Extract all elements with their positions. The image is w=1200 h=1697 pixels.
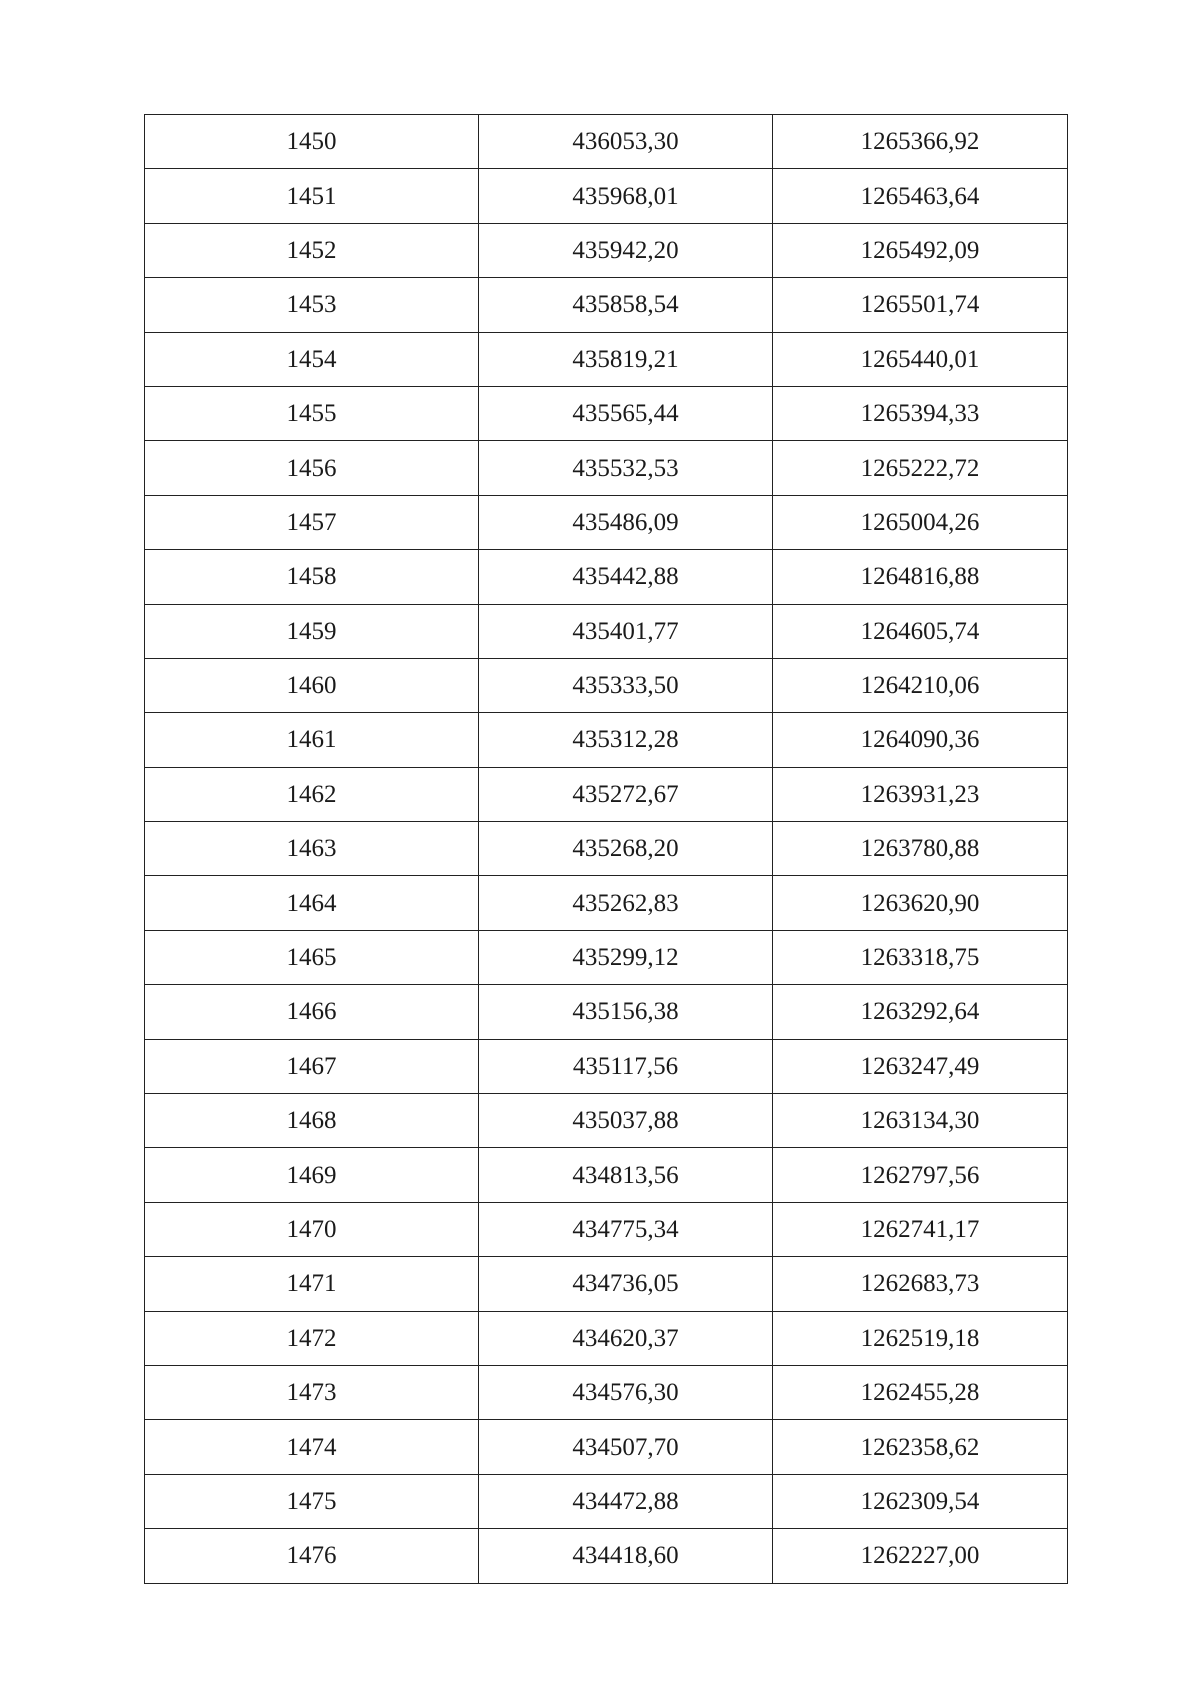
y-coordinate-cell: 1263620,90 [773,876,1068,930]
table-row [145,332,1068,386]
y-coordinate-cell: 1264210,06 [773,658,1068,712]
point-number-cell: 1470 [145,1202,479,1256]
point-number-cell: 1476 [145,1529,479,1583]
table-row [145,1420,1068,1474]
table-row [145,713,1068,767]
y-coordinate-cell: 1264090,36 [773,713,1068,767]
coordinates-table-body [145,115,1068,1584]
x-coordinate-cell: 435268,20 [479,822,773,876]
table-row [145,1039,1068,1093]
point-number-cell: 1464 [145,876,479,930]
y-coordinate-cell: 1265366,92 [773,115,1068,169]
x-coordinate-cell: 435262,83 [479,876,773,930]
x-coordinate-cell: 435117,56 [479,1039,773,1093]
x-coordinate-cell: 435037,88 [479,1094,773,1148]
x-coordinate-cell: 435312,28 [479,713,773,767]
y-coordinate-cell: 1265463,64 [773,169,1068,223]
table-row [145,1474,1068,1528]
table-row [145,115,1068,169]
point-number-cell: 1466 [145,985,479,1039]
y-coordinate-cell: 1265492,09 [773,223,1068,277]
x-coordinate-cell: 435156,38 [479,985,773,1039]
point-number-cell: 1468 [145,1094,479,1148]
point-number-cell: 1462 [145,767,479,821]
table-row [145,223,1068,277]
table-row [145,1202,1068,1256]
x-coordinate-cell: 435942,20 [479,223,773,277]
point-number-cell: 1452 [145,223,479,277]
y-coordinate-cell: 1262309,54 [773,1474,1068,1528]
y-coordinate-cell: 1263318,75 [773,930,1068,984]
y-coordinate-cell: 1263780,88 [773,822,1068,876]
y-coordinate-cell: 1262741,17 [773,1202,1068,1256]
y-coordinate-cell: 1262683,73 [773,1257,1068,1311]
point-number-cell: 1455 [145,386,479,440]
table-row [145,1529,1068,1583]
point-number-cell: 1474 [145,1420,479,1474]
y-coordinate-cell: 1264605,74 [773,604,1068,658]
x-coordinate-cell: 435272,67 [479,767,773,821]
x-coordinate-cell: 435565,44 [479,386,773,440]
point-number-cell: 1467 [145,1039,479,1093]
point-number-cell: 1450 [145,115,479,169]
x-coordinate-cell: 434507,70 [479,1420,773,1474]
x-coordinate-cell: 434472,88 [479,1474,773,1528]
table-row [145,441,1068,495]
x-coordinate-cell: 435968,01 [479,169,773,223]
table-row [145,278,1068,332]
x-coordinate-cell: 434576,30 [479,1365,773,1419]
y-coordinate-cell: 1265440,01 [773,332,1068,386]
table-row [145,1148,1068,1202]
point-number-cell: 1463 [145,822,479,876]
coordinates-table [144,114,1068,1584]
x-coordinate-cell: 434620,37 [479,1311,773,1365]
x-coordinate-cell: 434813,56 [479,1148,773,1202]
table-row [145,1257,1068,1311]
x-coordinate-cell: 435299,12 [479,930,773,984]
y-coordinate-cell: 1262358,62 [773,1420,1068,1474]
y-coordinate-cell: 1263247,49 [773,1039,1068,1093]
table-row [145,604,1068,658]
y-coordinate-cell: 1263134,30 [773,1094,1068,1148]
table-row [145,985,1068,1039]
y-coordinate-cell: 1265222,72 [773,441,1068,495]
y-coordinate-cell: 1263292,64 [773,985,1068,1039]
y-coordinate-cell: 1265501,74 [773,278,1068,332]
table-row [145,1365,1068,1419]
y-coordinate-cell: 1262519,18 [773,1311,1068,1365]
point-number-cell: 1469 [145,1148,479,1202]
x-coordinate-cell: 436053,30 [479,115,773,169]
y-coordinate-cell: 1262455,28 [773,1365,1068,1419]
point-number-cell: 1456 [145,441,479,495]
point-number-cell: 1461 [145,713,479,767]
table-row [145,930,1068,984]
table-row [145,876,1068,930]
point-number-cell: 1472 [145,1311,479,1365]
table-row [145,822,1068,876]
x-coordinate-cell: 435486,09 [479,495,773,549]
x-coordinate-cell: 435532,53 [479,441,773,495]
point-number-cell: 1457 [145,495,479,549]
y-coordinate-cell: 1265004,26 [773,495,1068,549]
table-row [145,767,1068,821]
x-coordinate-cell: 435442,88 [479,550,773,604]
table-row [145,550,1068,604]
x-coordinate-cell: 434736,05 [479,1257,773,1311]
point-number-cell: 1471 [145,1257,479,1311]
y-coordinate-cell: 1265394,33 [773,386,1068,440]
x-coordinate-cell: 435858,54 [479,278,773,332]
point-number-cell: 1473 [145,1365,479,1419]
point-number-cell: 1465 [145,930,479,984]
point-number-cell: 1460 [145,658,479,712]
x-coordinate-cell: 434775,34 [479,1202,773,1256]
point-number-cell: 1451 [145,169,479,223]
x-coordinate-cell: 435819,21 [479,332,773,386]
y-coordinate-cell: 1262227,00 [773,1529,1068,1583]
x-coordinate-cell: 435401,77 [479,604,773,658]
table-row [145,169,1068,223]
table-row [145,1311,1068,1365]
point-number-cell: 1475 [145,1474,479,1528]
x-coordinate-cell: 435333,50 [479,658,773,712]
point-number-cell: 1454 [145,332,479,386]
point-number-cell: 1459 [145,604,479,658]
x-coordinate-cell: 434418,60 [479,1529,773,1583]
y-coordinate-cell: 1262797,56 [773,1148,1068,1202]
y-coordinate-cell: 1263931,23 [773,767,1068,821]
point-number-cell: 1453 [145,278,479,332]
table-row [145,1094,1068,1148]
table-row [145,658,1068,712]
table-row [145,495,1068,549]
table-row [145,386,1068,440]
point-number-cell: 1458 [145,550,479,604]
y-coordinate-cell: 1264816,88 [773,550,1068,604]
